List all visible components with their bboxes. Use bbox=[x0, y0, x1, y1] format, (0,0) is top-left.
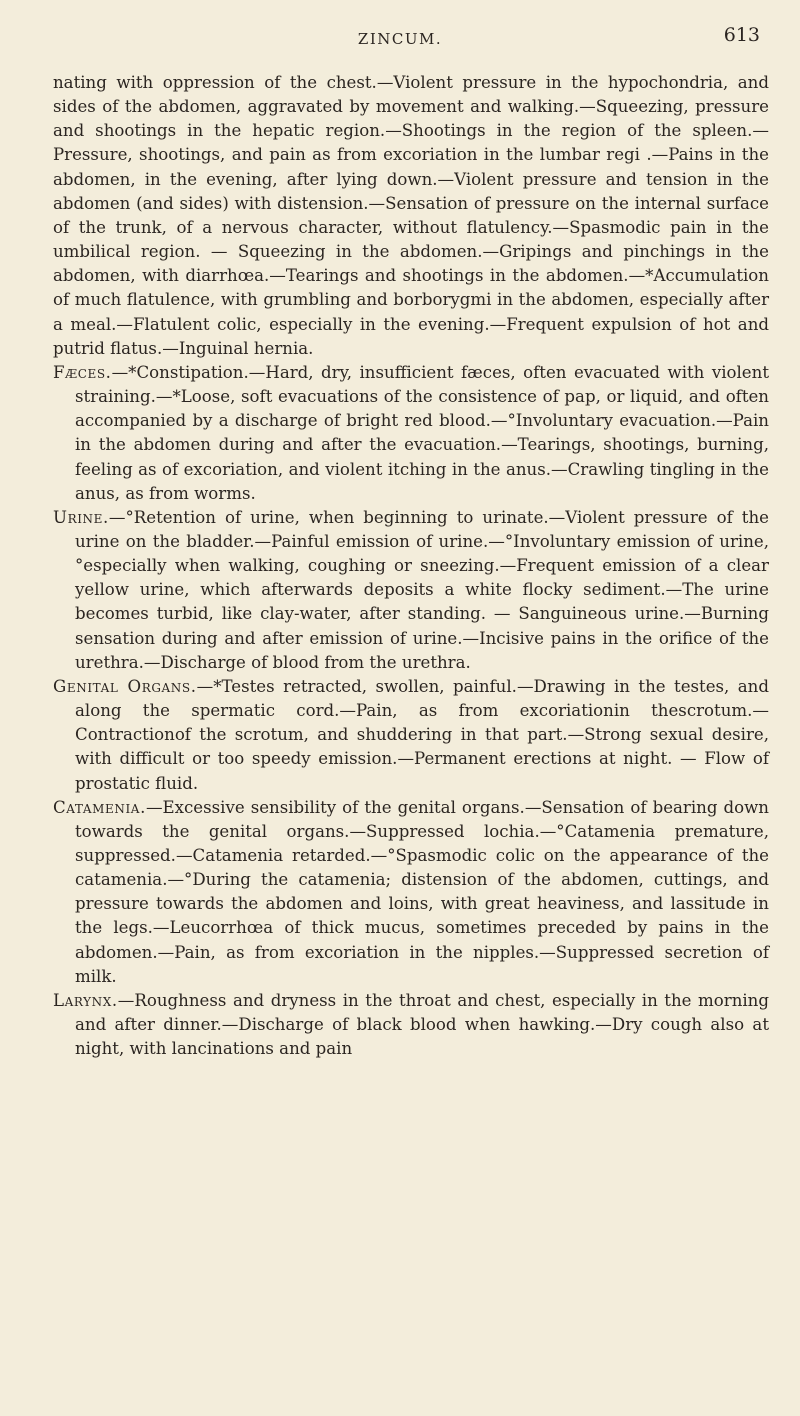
paragraph-text: —°Retention of urine, when beginning to urinate.—Violent pressure of the urine on the bladder.—Painful emission of urine.—°Involuntary emission of urine, °especially when walking, coughing or sneezing.—Frequent emission of a clear yellow urine, which afterwards deposits a white flocky sediment.—The urine becomes turbid, like clay-water, after standing. — Sanguineous urine.—Burning sensation during and after emission of urine.—Incisive pains in the orifice of the urethra.—Discharge of blood from the urethra. bbox=[75, 507, 769, 672]
paragraph-catamenia bbox=[53, 796, 769, 989]
section-heading-genital-organs: Genital Organs. bbox=[53, 676, 197, 696]
paragraph-text: —*Testes retracted, swollen, painful.—Drawing in the testes, and along the spermatic cord.—Pain, as from excoriationin thescrotum.—Contractionof the scrotum, and shuddering in that part.—Strong sexual desire, with difficult or too speedy emission.—Permanent erections at night. — Flow of prostatic fluid. bbox=[75, 676, 769, 793]
page-number: 613 bbox=[723, 24, 760, 46]
paragraph-abdomen-continued bbox=[53, 71, 769, 361]
paragraph-text: nating with oppression of the chest.—Violent pressure in the hypochondria, and sides of the abdomen, aggravated by movement and walking.—Squeezing, pressure and shootings in the hepatic region.—Shootings in the region of the spleen.—Pressure, shootings, and pain as from excoriation in the lumbar regi .—Pains in the abdomen, in the evening, after lying down.—Violent pressure and tension in the abdomen (and sides) with distension.—Sensation of pressure on the internal surface of the trunk, of a nervous character, without flatulency.—Spasmodic pain in the umbilical region. — Squeezing in the abdomen.—Gripings and pinchings in the abdomen, with diarrhœa.—Tearings and shootings in the abdomen.—*Accumulation of much flatulence, with grumbling and borborygmi in the abdomen, especially after a meal.—Flatulent colic, especially in the evening.—Frequent expulsion of hot and putrid flatus.—Inguinal hernia. bbox=[53, 73, 769, 358]
section-heading-larynx: Larynx. bbox=[53, 990, 118, 1010]
paragraph-text: —*Constipation.—Hard, dry, insufficient fæces, often evacuated with violent straining.—*Loose, soft evacuations of the consistence of pap, or liquid, and often accompanied by a discharge of bright red blood.—°Involuntary evacuation.—Pain in the abdomen during and after the evacuation.—Tearings, shootings, burning, feeling as of excoriation, and violent itching in the anus.—Crawling tingling in the anus, as from worms. bbox=[75, 362, 769, 503]
running-title: ZINCUM. bbox=[357, 30, 443, 48]
section-heading-faeces: Fæces. bbox=[53, 362, 112, 382]
paragraph-genital-organs bbox=[53, 675, 769, 796]
section-heading-urine: Urine. bbox=[53, 507, 109, 527]
section-heading-catamenia: Catamenia. bbox=[53, 797, 146, 817]
paragraph-text: —Excessive sensibility of the genital organs.—Sensation of bearing down towards the genital organs.—Suppressed lochia.—°Catamenia premature, suppressed.—Catamenia retarded.—°Spasmodic colic on the appearance of the catamenia.—°During the catamenia; distension of the abdomen, cuttings, and pressure towards the abdomen and loins, with great heaviness, and lassitude in the legs.—Leucorrhœa of thick mucus, sometimes preceded by pains in the abdomen.—Pain, as from excoriation in the nipples.—Suppressed secretion of milk. bbox=[75, 797, 769, 986]
page-header bbox=[0, 22, 800, 58]
paragraph-larynx bbox=[53, 989, 769, 1061]
paragraph-urine bbox=[53, 506, 769, 675]
paragraph-faeces bbox=[53, 361, 769, 506]
body-text bbox=[53, 71, 769, 1061]
paragraph-text: —Roughness and dryness in the throat and chest, especially in the morning and after dinner.—Discharge of black blood when hawking.—Dry cough also at night, with lancinations and pain bbox=[75, 990, 769, 1059]
